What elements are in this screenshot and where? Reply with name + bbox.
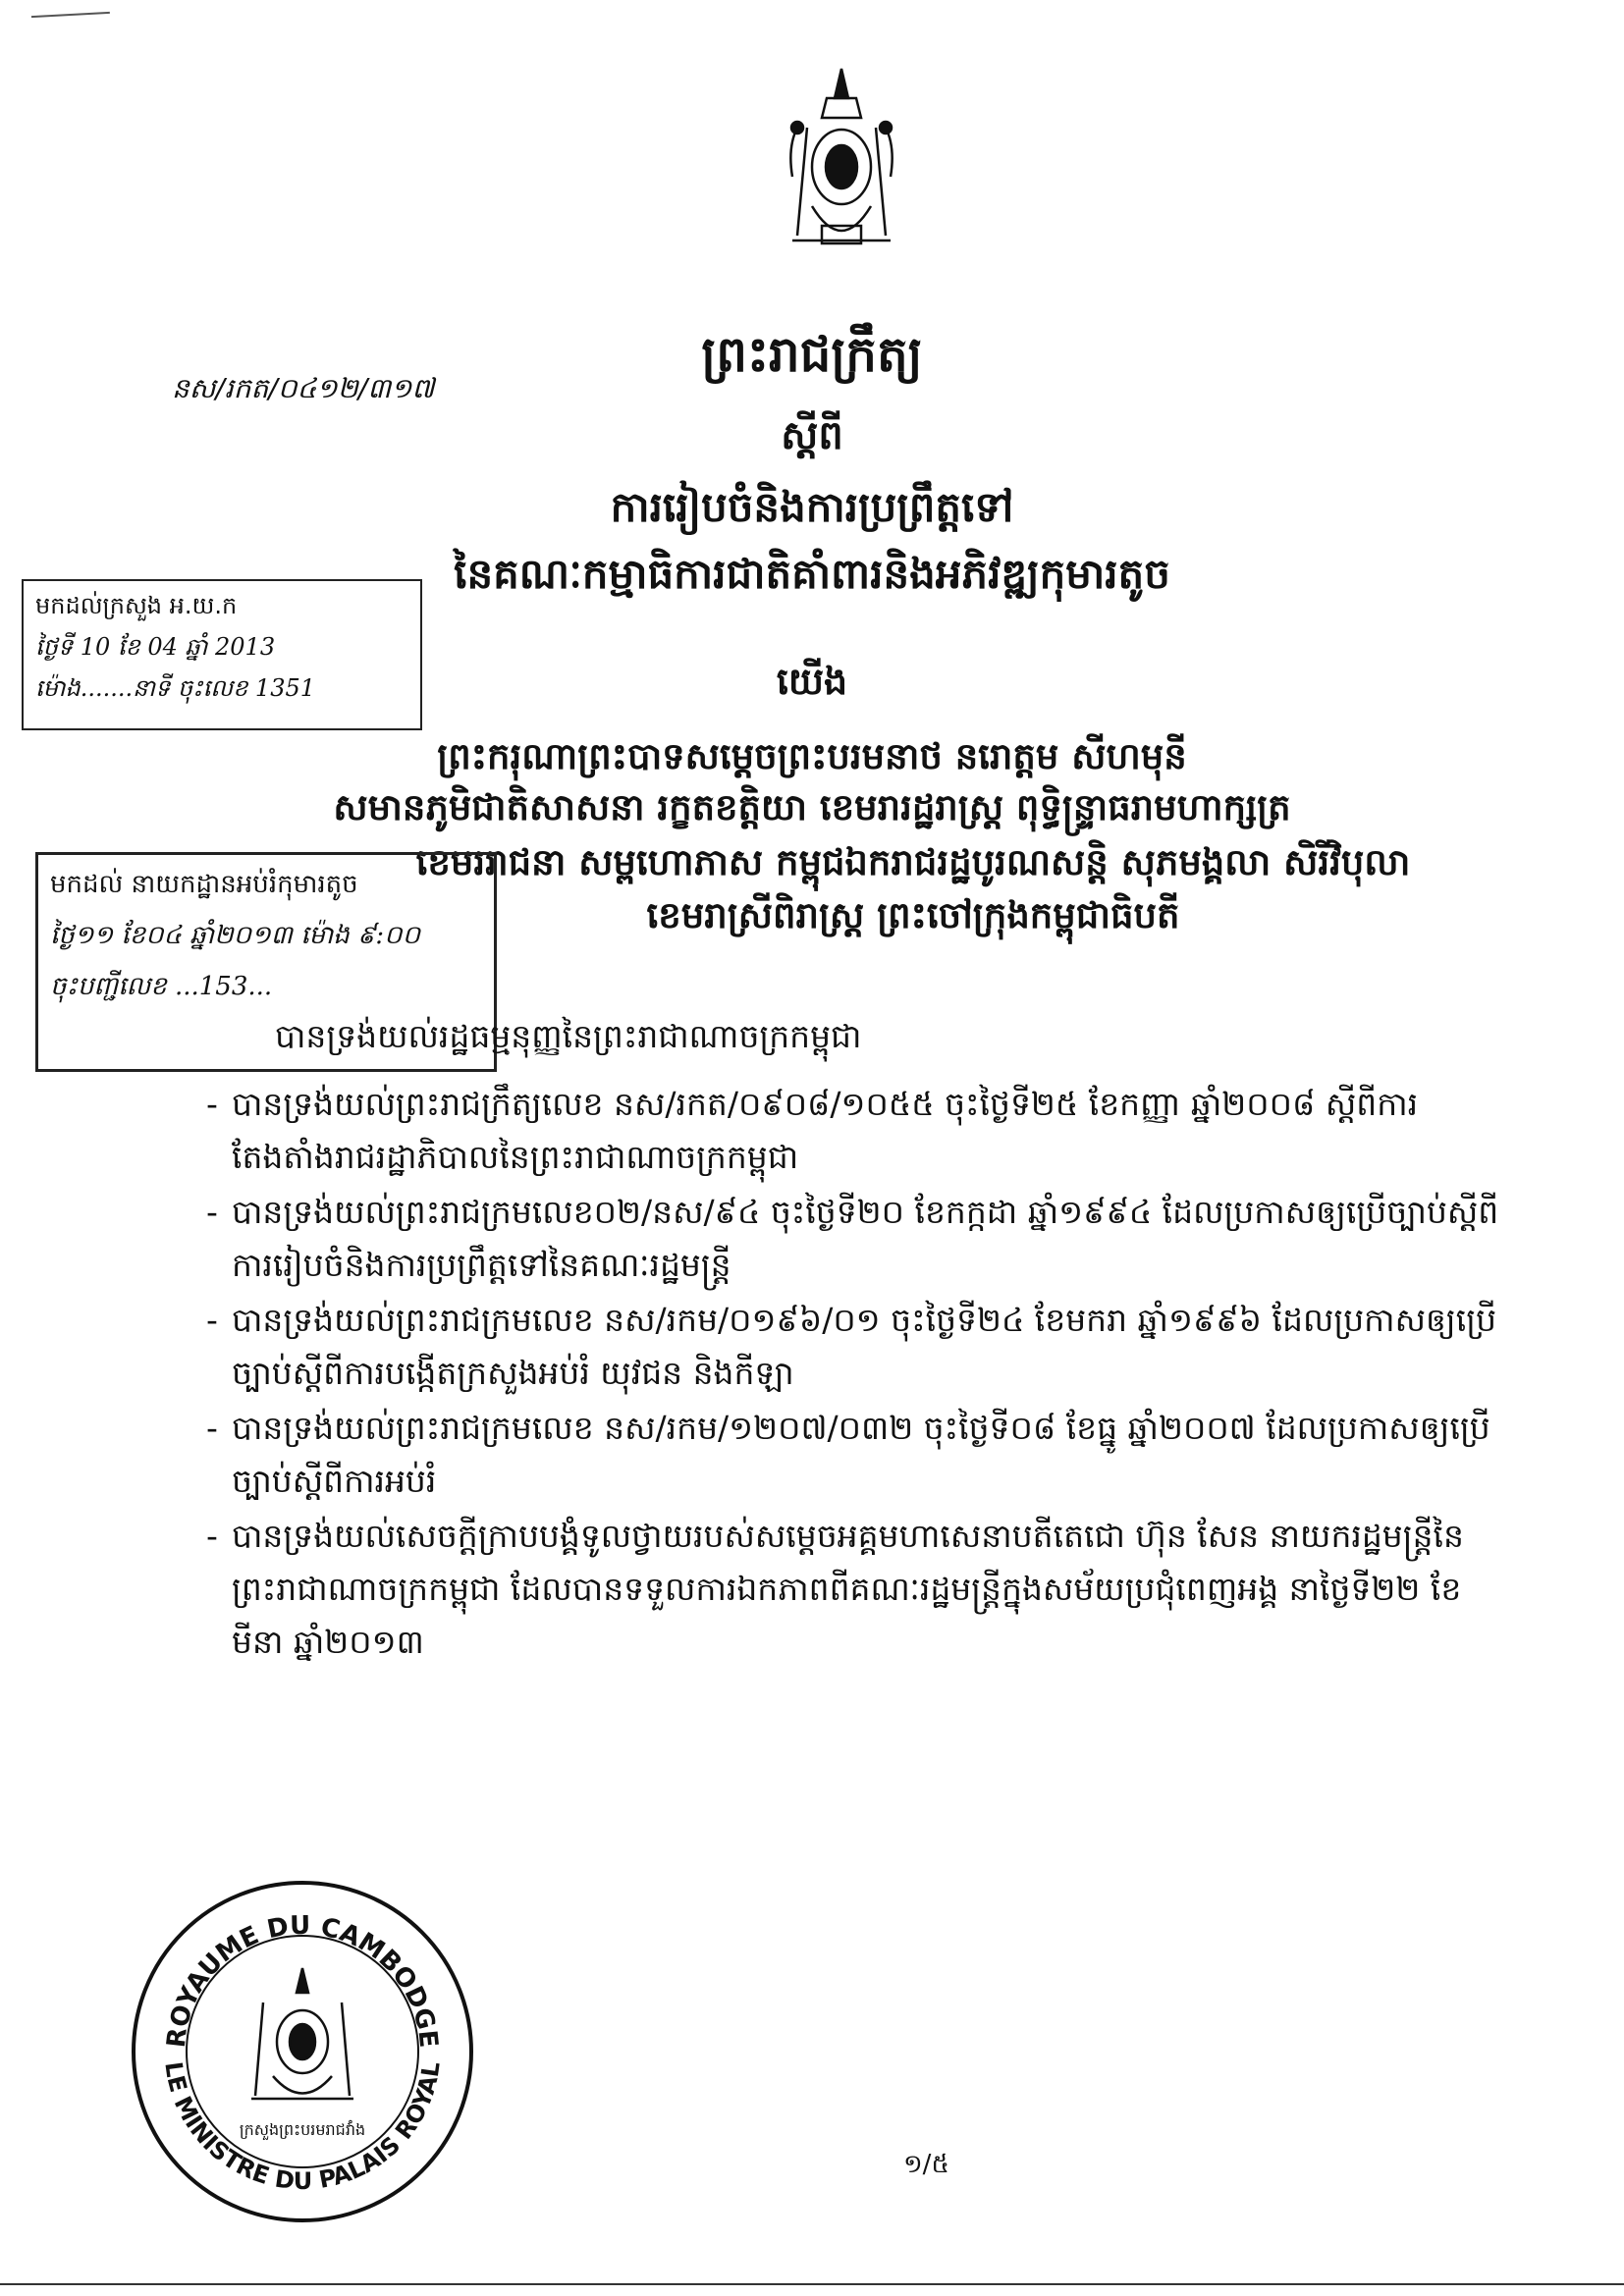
ministry-stamp-line-2: ថ្ងៃទី 10 ខែ 04 ឆ្នាំ 2013	[35, 633, 276, 661]
king-title-line-1: ព្រះករុណាព្រះបាទសម្តេចព្រះបរមនាថ នរោត្តម សីហមុនី	[437, 735, 1187, 777]
we-heading: យើង	[776, 660, 848, 703]
ministry-receipt-stamp	[22, 579, 422, 730]
department-stamp-line-2: ថ្ងៃ១១ ខែ០៤ ឆ្នាំ២០១៣ ម៉ោង ៩:០០	[50, 921, 420, 950]
list-item: - បានទ្រង់យល់ព្រះរាជក្រឹត្យលេខ នស/រកត/០៩០៨/១០៥៥ ចុះថ្ងៃទី២៥ ខែកញ្ញា ឆ្នាំ២០០៨ ស្តីពីការតែងតាំងរាជរដ្ឋាភិបាលនៃព្រះរាជាណាចក្រកម្ពុជា	[206, 1078, 1512, 1184]
page-number: ១/៥	[903, 2150, 949, 2179]
list-item: - បានទ្រង់យល់ព្រះរាជក្រមលេខ នស/រកម/១២០៧/០៣២ ចុះថ្ងៃទី០៨ ខែធ្នូ ឆ្នាំ២០០៧ ដែលប្រកាសឲ្យប្រើច្បាប់ស្តីពីការអប់រំ	[206, 1402, 1512, 1508]
subject-line-2: នៃគណៈកម្មាធិការជាតិគាំពារនិងអភិវឌ្ឍកុមារតូច	[454, 550, 1170, 598]
about-label: ស្តីពី	[781, 413, 843, 458]
bottom-divider	[0, 2283, 1624, 2285]
list-item: - បានទ្រង់យល់ព្រះរាជក្រមលេខ នស/រកម/០១៩៦/០១ ចុះថ្ងៃទី២៤ ខែមករា ឆ្នាំ១៩៩៦ ដែលប្រកាសឲ្យប្រើច្បាប់ស្តីពីការបង្កើតក្រសួងអប់រំ យុវជន និងកីឡា	[206, 1294, 1512, 1400]
list-item: - បានទ្រង់យល់សេចក្តីក្រាបបង្គំទូលថ្វាយរបស់សម្តេចអគ្គមហាសេនាបតីតេជោ ហ៊ុន សែន នាយករដ្ឋមន្ត្រីនៃព្រះរាជាណាចក្រកម្ពុជា ដែលបានទទួលការឯកភាពពីគណៈរដ្ឋមន្ត្រីក្នុងសម័យប្រជុំពេញអង្គ នាថ្ងៃទី២២ ខែមីនា ឆ្នាំ២០១៣	[206, 1510, 1512, 1669]
decree-title: ព្រះរាជក្រឹត្យ	[701, 326, 923, 383]
considering-clauses-list	[206, 1078, 1512, 1671]
corner-scratch-mark	[31, 12, 110, 22]
seal-emblem-icon	[251, 1968, 353, 2099]
king-title-line-4: ខេមរាស្រីពិរាស្ត្រ ព្រះចៅក្រុងកម្ពុជាធិបតី	[646, 894, 1180, 936]
royal-palace-seal	[126, 1875, 479, 2228]
seal-inner-text: ក្រសួងព្រះបរមរាជវាំង	[239, 2120, 366, 2139]
list-item: - បានទ្រង់យល់ព្រះរាជក្រមលេខ០២/នស/៩៤ ចុះថ្ងៃទី២០ ខែកក្កដា ឆ្នាំ១៩៩៤ ដែលប្រកាសឲ្យប្រើច្បាប់ស្តីពីការរៀបចំនិងការប្រព្រឹត្តទៅនៃគណៈរដ្ឋមន្ត្រី	[206, 1186, 1512, 1292]
king-title-line-2: សមានភូមិជាតិសាសនា រក្ខតខត្តិយា ខេមរារដ្ឋរាស្ត្រ ពុទ្ធិន្ទ្រាធរាមហាក្សត្រ	[333, 786, 1291, 828]
royal-coat-of-arms-icon	[768, 59, 915, 265]
department-stamp-line-1: មកដល់ នាយកដ្ឋានអប់រំកុមារតូច	[50, 870, 358, 899]
ministry-stamp-line-1: មកដល់ក្រសួង អ.យ.ក	[35, 592, 238, 619]
ministry-stamp-line-3: ម៉ោង.......នាទី ចុះលេខ 1351	[35, 674, 316, 702]
king-title-line-3: ខេមររាជនា សម្ពហោភាស កម្ពុជឯករាជរដ្ឋបូរណសន្តិ សុភមង្គលា សិរីវិបុលា	[415, 841, 1411, 883]
constitution-preamble: បានទ្រង់យល់រដ្ឋធម្មនុញ្ញនៃព្រះរាជាណាចក្រកម្ពុជា	[275, 1017, 862, 1055]
subject-line-1: ការរៀបចំនិងការប្រព្រឹត្តទៅ	[610, 483, 1014, 531]
seal-text-bottom: LE MINISTRE DU PALAIS ROYAL	[159, 2059, 446, 2196]
seal-text-top: ROYAUME DU CAMBODGE	[161, 1910, 444, 2050]
department-stamp-line-3: ចុះបញ្ជីលេខ ...153...	[50, 972, 273, 1001]
reference-number: នស/រកត/០៤១២/៣១៧	[172, 372, 435, 404]
